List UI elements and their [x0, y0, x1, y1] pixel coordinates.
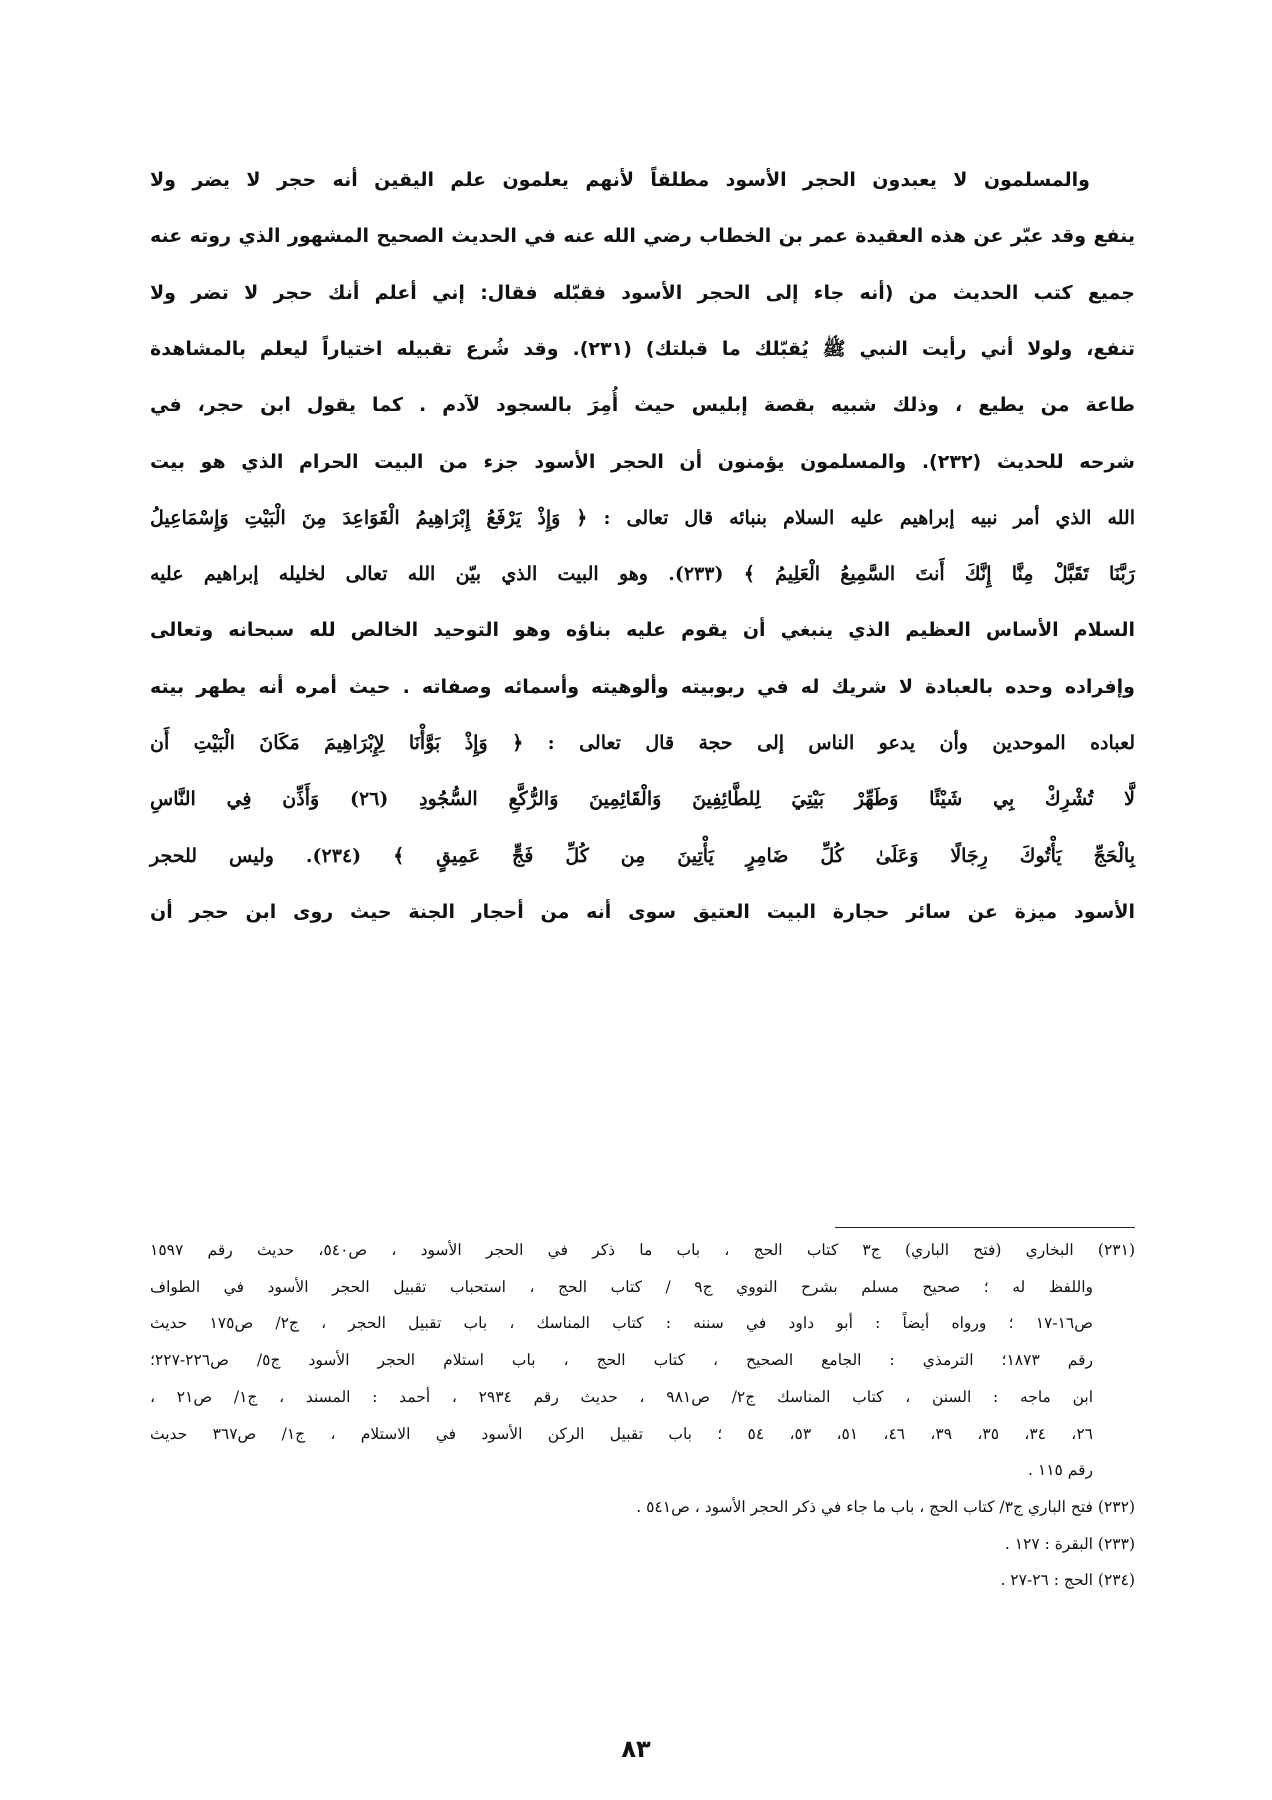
- footnote-line: ٢٦، ٣٤، ٣٥، ٣٩، ٤٦، ٥١، ٥٣، ٥٤ ؛ باب تقبيل الركن الأسود في الاستلام ، ج١/ ص٣٦٧ حديث: [150, 1424, 1093, 1443]
- footnote-line: ص١٦-١٧ ؛ ورواه أيضاً : أبو داود في سننه : كتاب المناسك ، باب تقبيل الحجر ، ج٢/ ص١٧٥ حديث: [150, 1314, 1093, 1333]
- footnote-line: رقم ١١٥ .: [1028, 1461, 1093, 1480]
- footnote-line: رقم ١٨٧٣؛ الترمذي : الجامع الصحيح ، كتاب الحج ، باب استلام الحجر الأسود ج٥/ ص٢٢٦-٢٢٧؛: [150, 1351, 1093, 1370]
- body-line: الأسود ميزة عن سائر حجارة البيت العتيق سوى أنه من أحجار الجنة حيث روى ابن حجر أن: [150, 900, 1135, 923]
- body-line: ينفع وقد عبّر عن هذه العقيدة عمر بن الخطاب رضي الله عنه في الحديث الصحيح المشهور الذي روته عنه: [150, 225, 1135, 248]
- document-page: [150, 0, 1135, 1800]
- footnote-line: (٢٣١) البخاري (فتح الباري) ج٣ كتاب الحج ، باب ما ذكر في الحجر الأسود ، ص٥٤٠، حديث رقم ١٥٩٧: [150, 1241, 1136, 1259]
- body-line: والمسلمون لا يعبدون الحجر الأسود مطلقاً لأنهم يعلمون علم اليقين أنه حجر لا يضر ولا: [150, 169, 1090, 191]
- footnote-divider: [835, 1227, 1135, 1228]
- footnote-line: (٢٣٤) الحج : ٢٦-٢٧ .: [1000, 1571, 1135, 1590]
- footnote-line: واللفظ له ؛ صحيح مسلم بشرح النووي ج٩ / كتاب الحج ، استحباب تقبيل الحجر الأسود في الطواف: [150, 1277, 1093, 1296]
- body-line: وإفراده وحده بالعبادة لا شريك له في ربوبيته وألوهيته وأسمائه وصفاته . حيث أمره أنه يطهر بيته: [150, 675, 1135, 698]
- page-number: ٨٣: [621, 1735, 651, 1763]
- body-line: رَبَّنَا تَقَبَّلْ مِنَّا إِنَّكَ أَنتَ السَّمِيعُ الْعَلِيمُ ﴾ (٢٣٣). وهو البيت الذي بيّن الله تعالى لخليله إبراهيم عليه: [150, 563, 1135, 586]
- body-line: الله الذي أمر نبيه إبراهيم عليه السلام بنبائه قال تعالى : ﴿ وَإِذْ يَرْفَعُ إِبْرَاهِيمُ الْقَوَاعِدَ مِنَ الْبَيْتِ وَإِسْمَاعِيلُ: [150, 506, 1135, 529]
- body-line: لعباده الموحدين وأن يدعو الناس إلى حجة قال تعالى : ﴿ وَإِذْ بَوَّأْنَا لِإِبْرَاهِيمَ مَكَانَ الْبَيْتِ أَن: [150, 732, 1135, 754]
- footnote-line: (٢٣٢) فتح الباري ج٣/ كتاب الحج ، باب ما جاء في ذكر الحجر الأسود ، ص٥٤١ .: [636, 1497, 1135, 1516]
- body-line: السلام الأساس العظيم الذي ينبغي أن يقوم عليه بناؤه وهو التوحيد الخالص لله سبحانه وتعالى: [150, 619, 1135, 642]
- body-line: تنفع، ولولا أني رأيت النبي ﷺ يُقبّلك ما قبلتك) (٢٣١). وقد شُرع تقبيله اختياراً ليعلم بالمشاهدة: [150, 337, 1135, 360]
- body-line: لَّا تُشْرِكْ بِي شَيْئًا وَطَهِّرْ بَيْتِيَ لِلطَّائِفِينَ وَالْقَائِمِينَ وَالرُّكَّعِ السُّجُودِ (٢٦) وَأَذِّن فِي النَّاسِ: [150, 788, 1136, 811]
- body-line: طاعة من يطيع ، وذلك شبيه بقصة إبليس حيث أُمِرَ بالسجود لآدم . كما يقول ابن حجر، في: [150, 394, 1135, 417]
- footnote-line: ابن ماجه : السنن ، كتاب المناسك ج٢/ ص٩٨١ ، حديث رقم ٢٩٣٤ ، أحمد : المسند ، ج١/ ص٢١ ،: [150, 1387, 1093, 1406]
- body-line: بِالْحَجِّ يَأْتُوكَ رِجَالًا وَعَلَىٰ كُلِّ ضَامِرٍ يَأْتِينَ مِن كُلِّ فَجٍّ عَمِيقٍ ﴾ (٢٣٤). وليس للحجر: [150, 844, 1135, 867]
- footnote-line: (٢٣٣) البقرة : ١٢٧ .: [1004, 1534, 1135, 1553]
- body-line: شرحه للحديث (٢٣٢). والمسلمون يؤمنون أن الحجر الأسود جزء من البيت الحرام الذي هو بيت: [150, 450, 1135, 473]
- body-line: جميع كتب الحديث من (أنه جاء إلى الحجر الأسود فقبّله فقال: إني أعلم أنك حجر لا تضر ولا: [150, 281, 1135, 304]
